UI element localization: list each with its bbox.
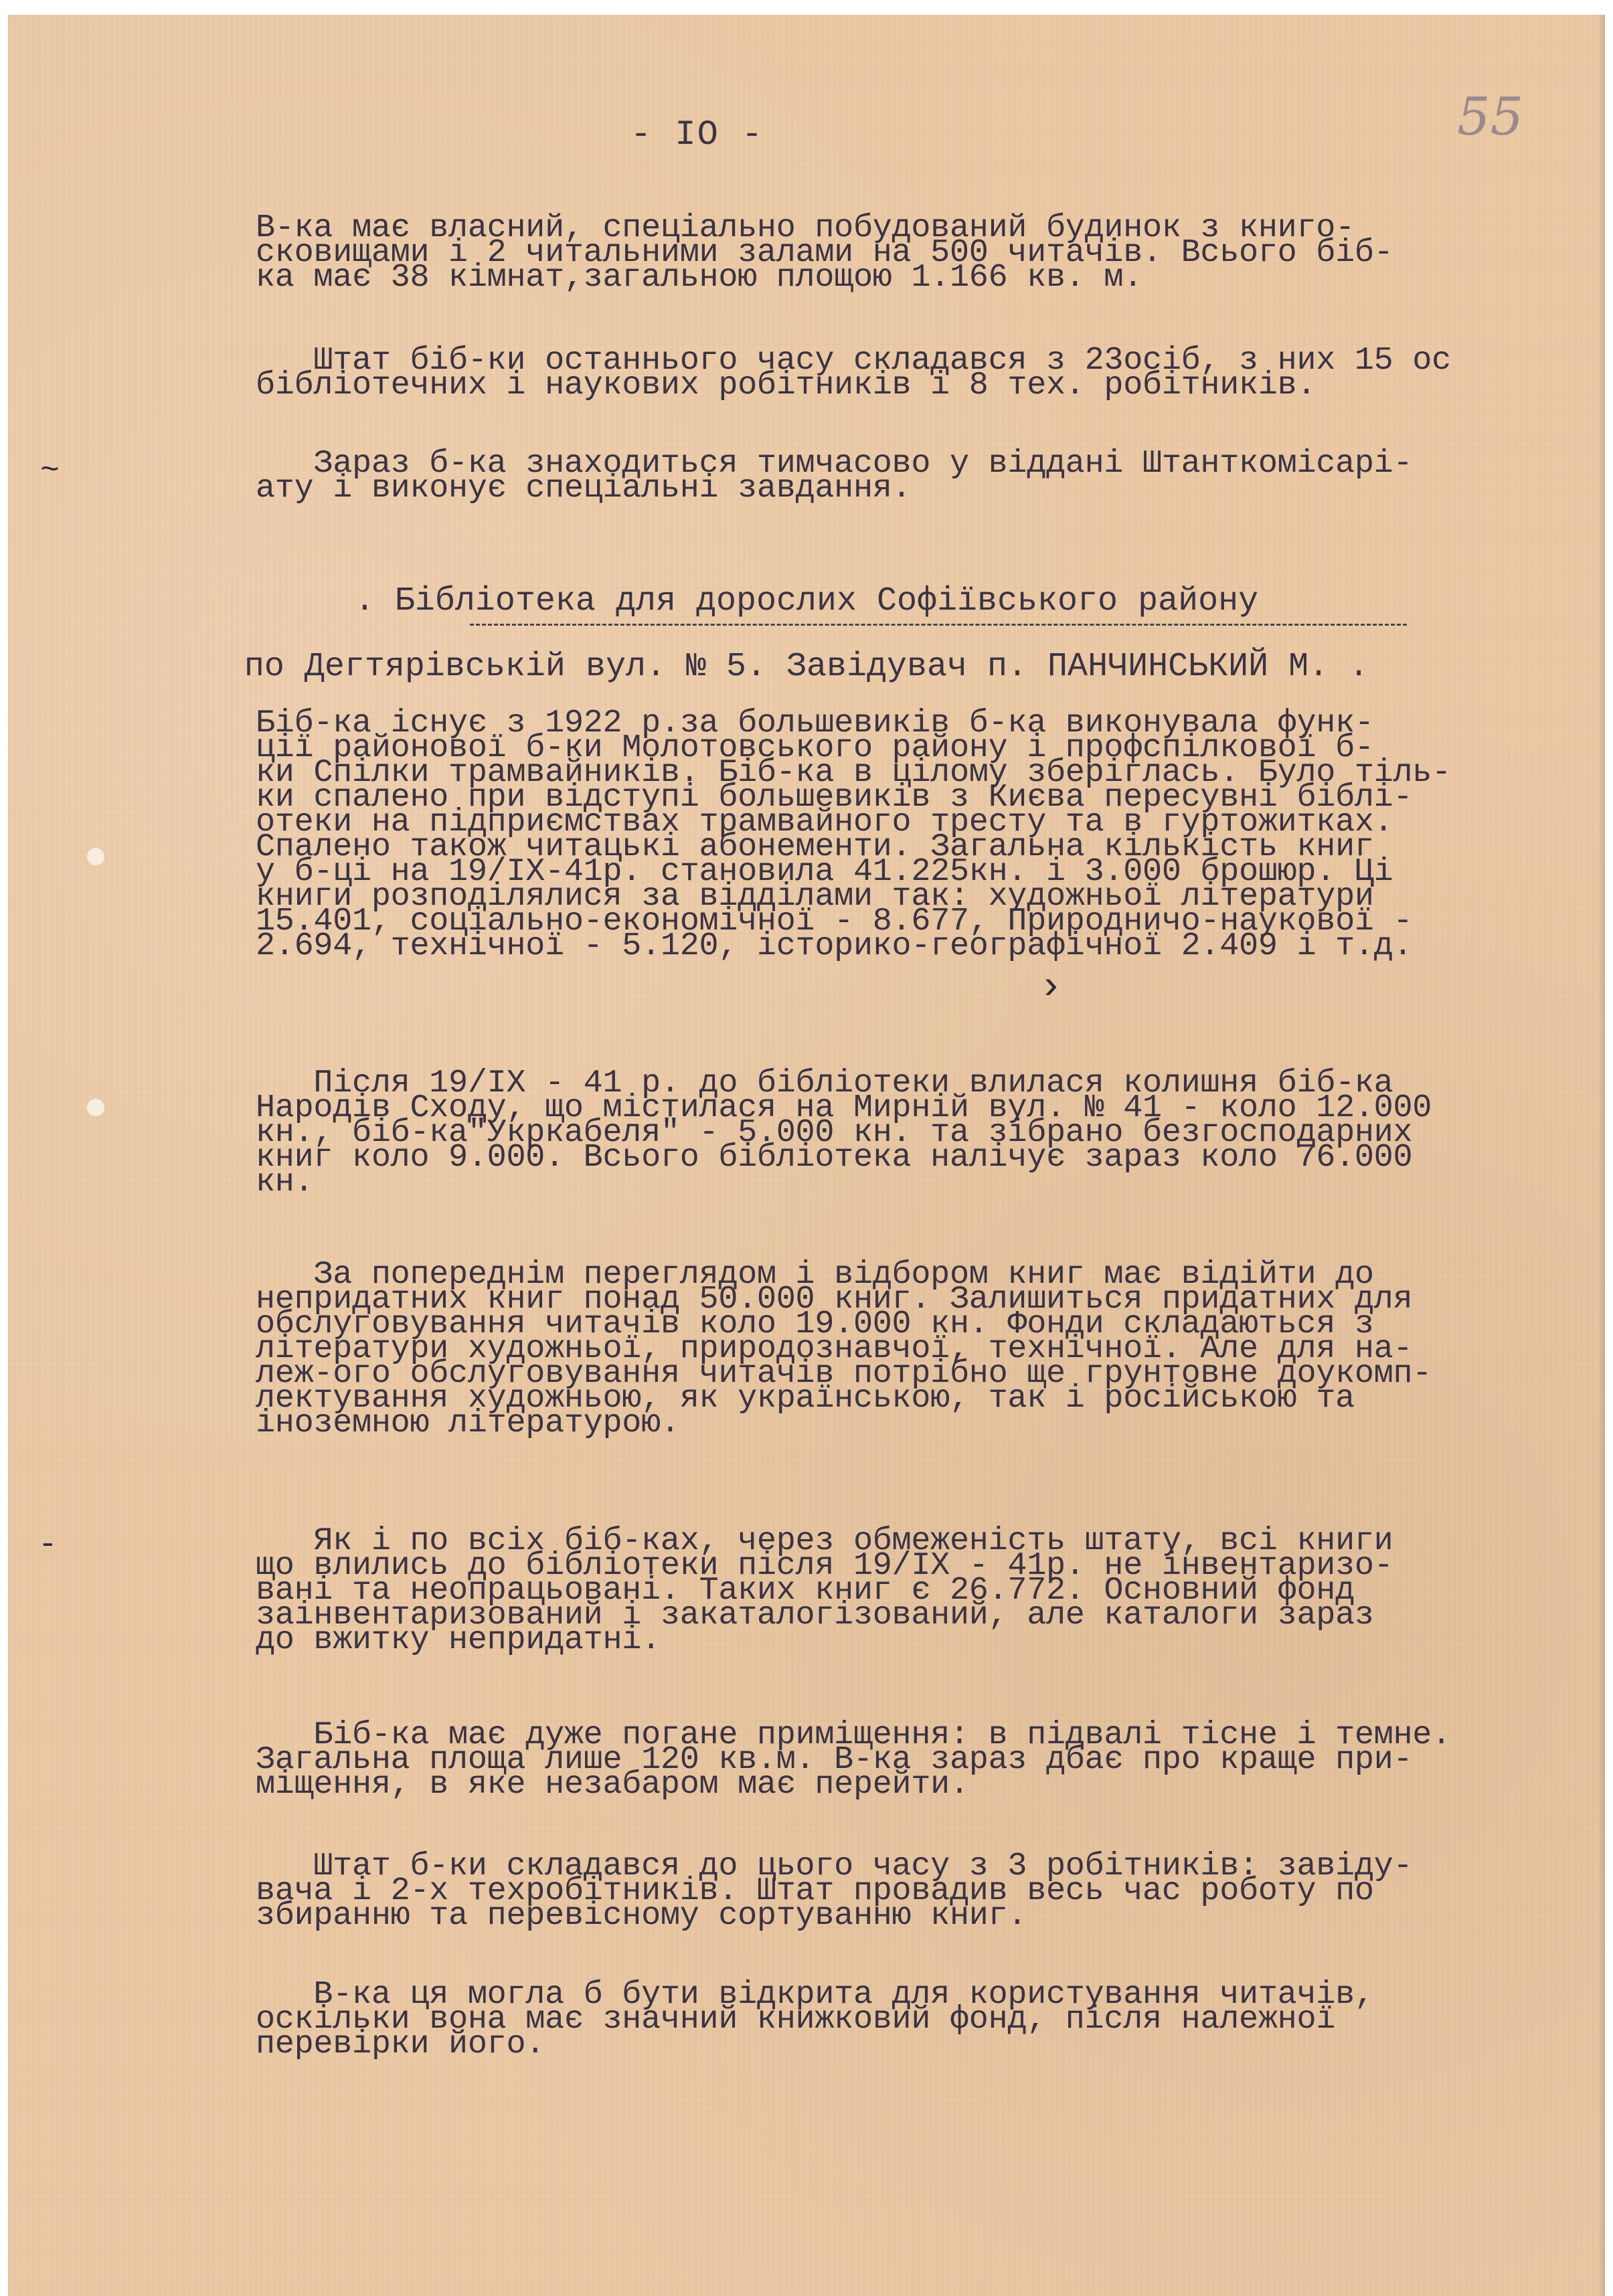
section-title-underline xyxy=(470,624,1407,626)
paragraph-history: Біб-ка існує з 1922 р.за большевиків б-ка виконувала функ- ції районової б-ки Молотовського району і профспілкової б- ки Спілки трамвайників. Біб-ка в цілому зберіглась. Було тіль- ки спалено при відступі большевиків з Києва пересувні біблі- отеки на підприємствах трамвайного тресту та в гуртожитках. Спалено також читацькі абонементи. Загальна кількість книг у б-ці на 19/IX-41р. становила 41.225кн. і 3.000 брошюр. Ці книги розподілялися за відділами так: художньої літератури 15.401, соціально-економічної - 8.677, Природничо-наукової - 2.694, технічної - 5.120, історико-географічної 2.409 і т.д. xyxy=(256,705,1451,964)
paragraph-staff-work: Штат б-ки складався до цього часу з 3 робітників: завіду- вача і 2-х техробітників. Штат провадив весь час роботу по збиранню та перевісному сортуванню книг. xyxy=(256,1848,1413,1934)
paragraph-inventory: Як і по всіх біб-ках, через обмеженість штату, всі книги що влились до бібліотеки після 19/IX - 41р. не інвентаризо- вані та неопрацьовані. Таких книг є 26.772. Основний фонд заінвентаризований і закаталогізований, але каталоги зараз до вжитку непридатні. xyxy=(256,1522,1393,1658)
binder-hole-lower xyxy=(87,1099,104,1116)
paragraph-conclusion: В-ка ця могла б бути відкрита для користування читачів, оскільки вона має значний книжковий фонд, після належної перевірки його. xyxy=(256,1976,1374,2062)
paragraph-acquisitions: Після 19/IX - 41 р. до бібліотеки влилася колишня біб-ка Народів Сходу, що містилася на Мирній вул. № 41 - коло 12.000 кн., біб-ка"Укркабеля" - 5.000 кн. та зібрано безгосподарних книг коло 9.000. Всього бібліотека налічує зараз коло 76.000 кн. xyxy=(256,1065,1432,1201)
margin-mark: - xyxy=(38,1527,58,1563)
margin-mark: › xyxy=(1039,965,1064,1010)
margin-mark: ~ xyxy=(40,453,60,489)
archive-folio-number: 55 xyxy=(1457,87,1524,147)
section-title: . Бібліотека для дорослих Софіївського району xyxy=(354,582,1259,620)
paragraph-staff: Штат біб-ки останнього часу складався з 23осіб, з них 15 ос бібліотечних і наукових робітників і 8 тех. робітників. xyxy=(256,342,1451,404)
paragraph-building: В-ка має власний, спеціально побудований будинок з книго- сковищами і 2 читальними залами на 500 читачів. Всього біб- ка має 38 кімнат,загальною площою 1.166 кв. м. xyxy=(256,209,1393,296)
paragraph-review: За попереднім переглядом і відбором книг має відійти до непридатних книг понад 50.000 книг. Залишиться придатних для обслуговування читачів коло 19.000 кн. Фонди складаються з літератури художньої, природознавчої, технічної. Але для на- леж-ого обслуговування читачів потрібно ще грунтовне доукомп- лектування художньою, як українською, так і російською та іноземною літературою. xyxy=(256,1256,1432,1441)
page-edge-shadow xyxy=(1600,15,1605,2296)
document-page xyxy=(8,15,1605,2296)
paragraph-premises: Біб-ка має дуже погане приміщення: в підвалі тісне і темне. Загальна площа лише 120 кв.м. В-ка зараз дбає про краще при- міщення, в яке незабаром має перейти. xyxy=(256,1716,1451,1803)
paragraph-current-status: Зараз б-ка знаходиться тимчасово у віддані Штанткомісарі- ату і виконує спеціальні завдання. xyxy=(256,445,1413,507)
binder-hole-upper xyxy=(87,848,104,865)
page-number: - IO - xyxy=(630,115,764,155)
section-subtitle: по Дегтярівській вул. № 5. Завідувач п. ПАНЧИНСЬКИЙ М. . xyxy=(244,648,1369,686)
